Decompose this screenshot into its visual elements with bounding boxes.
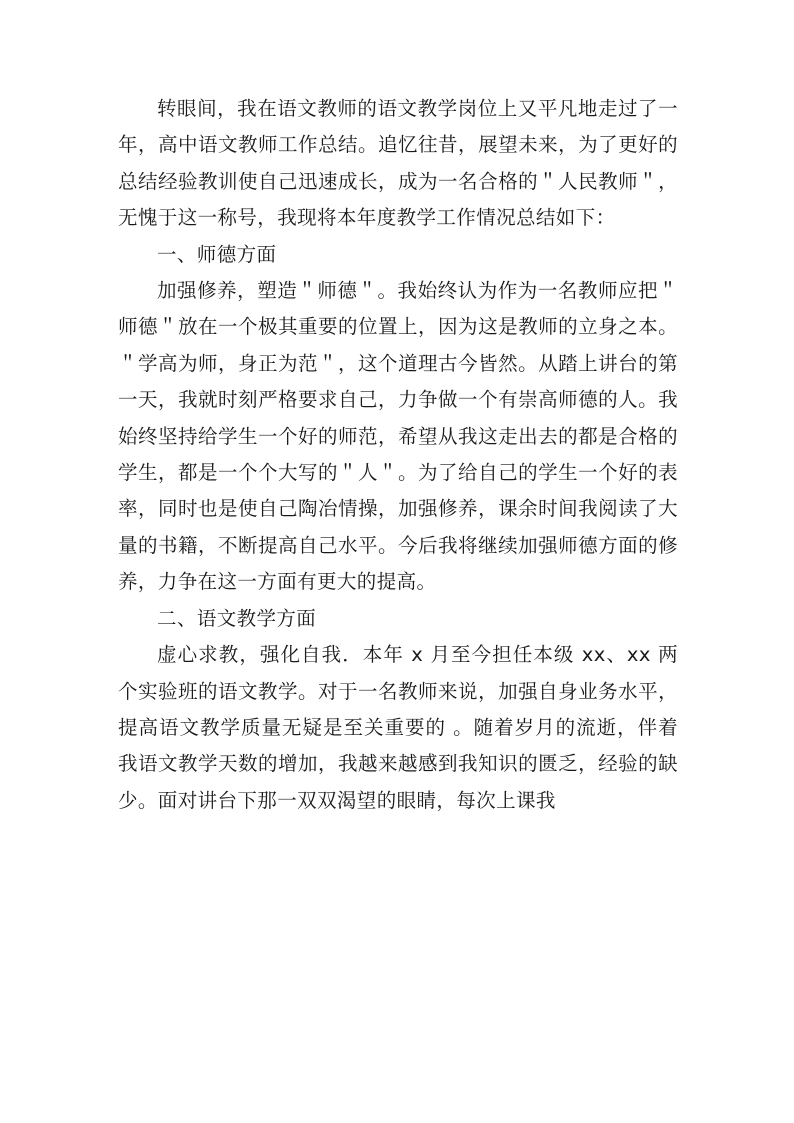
- document-body: [118, 91, 678, 819]
- paragraph-teaching: 虚心求教，强化自我．本年 x 月至今担任本级 xx、xx 两个实验班的语文教学。对于一名教师来说，加强自身业务水平，提高语文教学质量无疑是至关重要的 。随着岁月的流逝，伴着我语文教学天数的增加，我越来越感到我知识的匮乏，经验的缺少。面对讲台下那一双双渴望的眼睛，每次上课我: [118, 643, 678, 812]
- section-heading-ethics: 一、师德方面: [157, 242, 277, 266]
- paragraph-intro: 转眼间，我在语文教师的语文教学岗位上又平凡地走过了一年，高中语文教师工作总结。追忆往昔，展望未来，为了更好的总结经验教训使自己迅速成长，成为一名合格的＂人民教师＂，无愧于这一称号，我现将本年度教学工作情况总结如下：: [118, 97, 678, 230]
- section-heading-teaching: 二、语文教学方面: [157, 606, 317, 630]
- paragraph-ethics: 加强修养，塑造＂师德＂。我始终认为作为一名教师应把＂师德＂放在一个极其重要的位置上，因为这是教师的立身之本。＂学高为师，身正为范＂，这个道理古今皆然。从踏上讲台的第一天，我就时刻严格要求自己，力争做一个有崇高师德的人。我始终坚持给学生一个好的师范，希望从我这走出去的都是合格的学生，都是一个个大写的＂人＂。为了给自己的学生一个好的表率，同时也是使自己陶冶情操，加强修养，课余时间我阅读了大量的书籍，不断提高自己水平。今后我将继续加强师德方面的修养，力争在这一方面有更大的提高。: [118, 279, 678, 594]
